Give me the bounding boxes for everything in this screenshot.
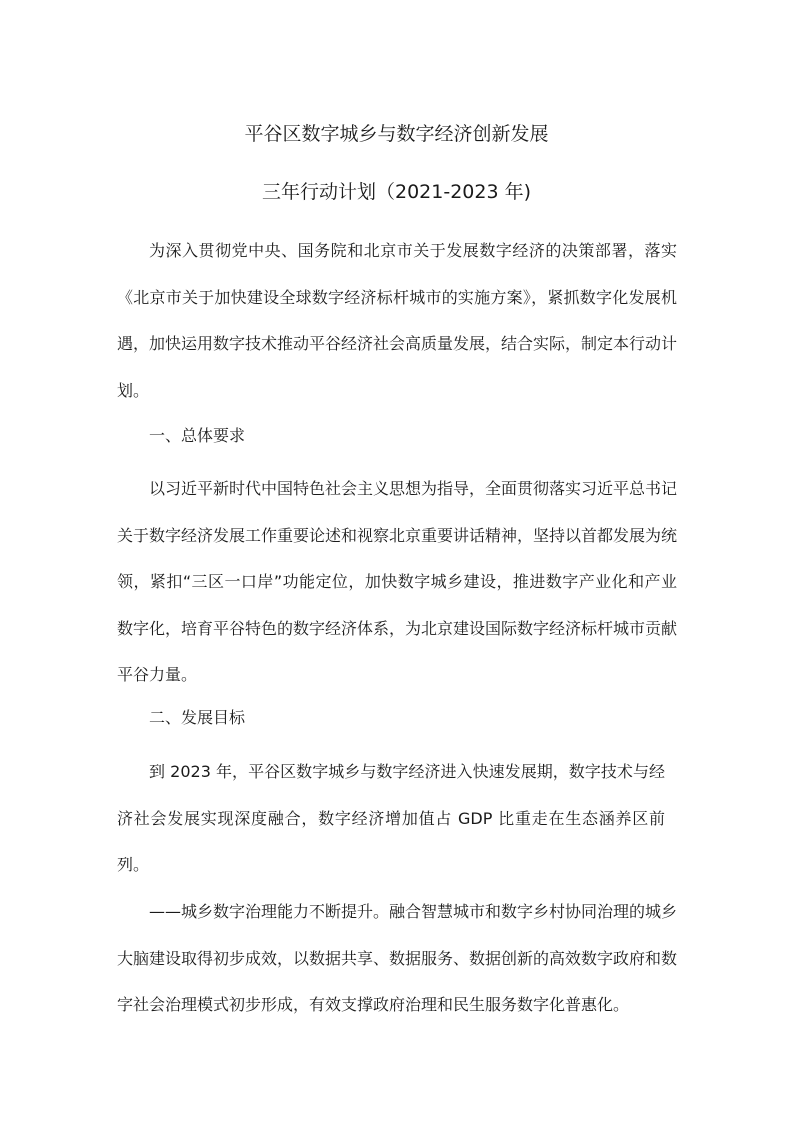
development-goals-paragraph: 到 2023 年，平谷区数字城乡与数字经济进入快速发展期，数字技术与经济社会发展实现深度融合，数字经济增加值占 GDP 比重走在生态涵养区前列。 xyxy=(117,762,665,875)
general-requirements-paragraph: 以习近平新时代中国特色社会主义思想为指导，全面贯彻落实习近平总书记关于数字经济发展工作重要论述和视察北京重要讲话精神，坚持以首都发展为统领，紧扣“三区一口岸”功能定位，加快数字城乡建设，推进数字产业化和产业数字化，培育平谷特色的数字经济体系，为北京建设国际数字经济标杆城市贡献平谷力量。 xyxy=(117,479,678,685)
section-heading-general-requirements: 一、总体要求 xyxy=(149,426,246,445)
intro-paragraph: 为深入贯彻党中央、国务院和北京市关于发展数字经济的决策部署，落实《北京市关于加快建设全球数字经济标杆城市的实施方案》，紧抓数字化发展机遇，加快运用数字技术推动平谷经济社会高质量发展，结合实际，制定本行动计划。 xyxy=(117,241,678,400)
document-title-line-2: 三年行动计划（2021-2023 年) xyxy=(261,181,531,203)
goal-item-paragraph: ——城乡数字治理能力不断提升。融合智慧城市和数字乡村协同治理的城乡大脑建设取得初步成效，以数据共享、数据服务、数据创新的高效数字政府和数字社会治理模式初步形成，有效支撑政府治理和民生服务数字化普惠化。 xyxy=(117,902,678,1015)
section-heading-development-goals: 二、发展目标 xyxy=(149,708,246,727)
document-title-line-1: 平谷区数字城乡与数字经济创新发展 xyxy=(244,123,549,145)
